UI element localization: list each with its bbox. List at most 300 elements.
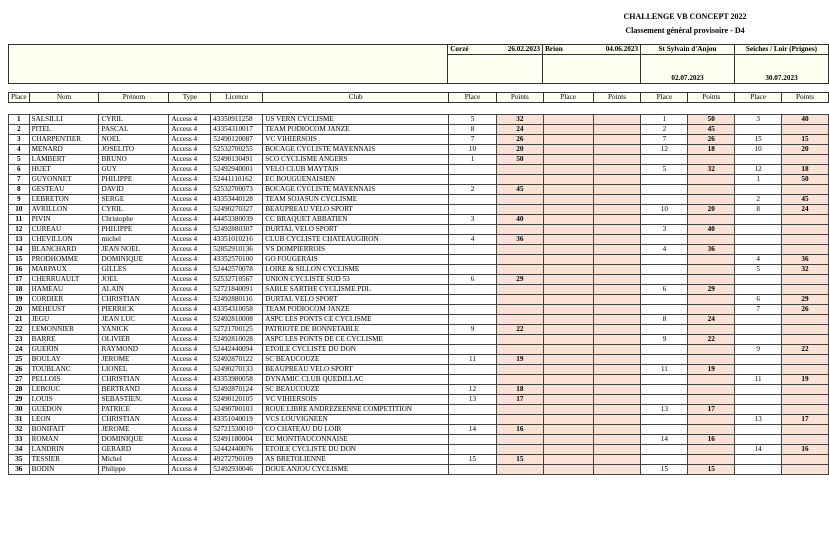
last-name-cell: LAMBERT [29,155,99,165]
last-name-cell: SALSILLI [29,115,99,125]
last-name-cell: CHERRUAULT [29,275,99,285]
licence-cell: 52490270133 [211,365,263,375]
event-4-points-cell [782,335,829,345]
last-name-cell: LEBRETON [29,195,99,205]
event-1-place-cell [449,305,497,315]
event-3-place-cell: 2 [641,125,688,135]
first-name-cell: OLIVIER [99,335,169,345]
event-2-points-cell [593,175,641,185]
event-1-points-cell [496,265,543,275]
event-4-points-cell: 18 [782,165,829,175]
col-e3-place: Place [641,93,688,103]
rank-cell: 31 [9,415,30,425]
licence-cell: 43354310017 [211,125,263,135]
last-name-cell: JEGU [29,315,99,325]
first-name-cell: DOMINIQUE [99,435,169,445]
event-1-place-cell: 10 [449,145,497,155]
event-2-points-cell [593,395,641,405]
last-name-cell: CUREAU [29,225,99,235]
event-1-points-cell [496,205,543,215]
licence-cell: 52721530010 [211,425,263,435]
event-3-points-cell [688,395,735,405]
event-4-place-cell: 10 [735,145,782,155]
event-3-place-cell: 13 [641,405,688,415]
rank-cell: 35 [9,455,30,465]
licence-cell: 52490120087 [211,135,263,145]
table-row [9,235,829,245]
event-4-place-cell [735,355,782,365]
event-3-points-cell [688,275,735,285]
event-1-place-cell: 12 [449,385,497,395]
event-3-place-cell: 4 [641,245,688,255]
event-2-points-cell [593,325,641,335]
event-2-points-cell [593,295,641,305]
events-header [8,44,829,84]
licence-cell: 52492880307 [211,225,263,235]
club-cell: US VERN CYCLISME [263,115,449,125]
event-2-place-cell [543,455,593,465]
event-2-place-cell [543,265,593,275]
table-row [9,365,829,375]
event-3-points-cell [688,455,735,465]
event-3-place-cell [641,325,688,335]
rank-cell: 5 [9,155,30,165]
licence-cell: 52721700125 [211,325,263,335]
event-3-points-cell [688,265,735,275]
licence-cell: 52490780103 [211,405,263,415]
event-2-place-cell [543,115,593,125]
rank-cell: 24 [9,345,30,355]
licence-cell: 52442570078 [211,265,263,275]
first-name-cell: michel [99,235,169,245]
rank-cell: 2 [9,125,30,135]
table-row [9,175,829,185]
event-2-points-cell [593,265,641,275]
event-4-points-cell [782,235,829,245]
event-1-place-cell: 4 [449,235,497,245]
page-subtitle: Classement général provisoire - D4 [625,26,745,35]
event-4-points-cell: 32 [782,265,829,275]
event-1-points-cell [496,335,543,345]
licence-cell: 43353980058 [211,375,263,385]
event-1-points-cell [496,435,543,445]
first-name-cell: YANICK [99,325,169,335]
event-3-points-cell [688,355,735,365]
club-cell: VELO CLUB MAYTAIS [263,165,449,175]
first-name-cell: Philippe [99,465,169,475]
column-header-row [9,93,829,103]
first-name-cell: CHRISTIAN [99,415,169,425]
event-1-points-cell [496,465,543,475]
event-4-points-cell [782,465,829,475]
event-3-points-cell: 36 [688,245,735,255]
rank-cell: 18 [9,285,30,295]
last-name-cell: ROMAN [29,435,99,445]
event-2-place-cell [543,225,593,235]
event-1-place-cell: 5 [449,115,497,125]
last-name-cell: GUYONNET [29,175,99,185]
type-cell: Access 4 [169,225,211,235]
event-1-points-cell [496,315,543,325]
event-2-points-cell [593,405,641,415]
last-name-cell: BONIFAIT [29,425,99,435]
rank-cell: 34 [9,445,30,455]
type-cell: Access 4 [169,235,211,245]
type-cell: Access 4 [169,125,211,135]
event-3-points-cell [688,415,735,425]
table-row [9,305,829,315]
event-2-points-cell [593,165,641,175]
event-4-place-cell [735,125,782,135]
event-3-place-cell: 10 [641,205,688,215]
table-row [9,465,829,475]
licence-cell: 43351010216 [211,235,263,245]
event-4-points-cell: 20 [782,145,829,155]
col-e3-points: Points [688,93,735,103]
type-cell: Access 4 [169,265,211,275]
rank-cell: 12 [9,225,30,235]
type-cell: Access 4 [169,215,211,225]
event-3-points-cell: 29 [688,285,735,295]
event-4-points-cell: 24 [782,205,829,215]
event-3-place-cell: 8 [641,315,688,325]
event-3-points-cell: 17 [688,405,735,415]
event-1-place-cell [449,245,497,255]
event-1-place-cell [449,285,497,295]
event-1-points-cell [496,415,543,425]
ranking-table-wrap [8,92,829,475]
event-4-points-cell [782,155,829,165]
licence-cell: 43351040019 [211,415,263,425]
event-4-name: Seiches / Loir (Prignes) [734,45,828,55]
event-4-place-cell: 2 [735,195,782,205]
event-1-points-cell [496,165,543,175]
event-2-place-cell [543,435,593,445]
event-2-place-cell [543,275,593,285]
event-4-points-cell: 45 [782,195,829,205]
licence-cell: 52442440076 [211,445,263,455]
event-4-place-cell: 5 [735,265,782,275]
last-name-cell: PELLOIS [29,375,99,385]
table-row [9,415,829,425]
event-1-points-cell: 29 [496,275,543,285]
type-cell: Access 4 [169,325,211,335]
first-name-cell: CYRIL [99,205,169,215]
events-table [8,44,829,84]
event-2-points-cell [593,235,641,245]
event-4-place-cell [735,215,782,225]
event-4-points-cell: 22 [782,345,829,355]
event-4-place-cell: 4 [735,255,782,265]
event-2-points-cell [593,155,641,165]
event-2-place-cell [543,205,593,215]
last-name-cell: BOULAY [29,355,99,365]
col-prenom: Prénom [99,93,169,103]
event-2-place-cell [543,355,593,365]
event-1-points-cell: 26 [496,135,543,145]
rank-cell: 17 [9,275,30,285]
event-1-place-cell [449,465,497,475]
type-cell: Access 4 [169,155,211,165]
event-3-place-cell [641,345,688,355]
event-4-place-cell [735,185,782,195]
rank-cell: 13 [9,235,30,245]
licence-cell: 52492810028 [211,335,263,345]
licence-cell: 43352570100 [211,255,263,265]
event-1-place-cell: 7 [449,135,497,145]
club-cell: EC BOUGUENAISIEN [263,175,449,185]
event-3-place-cell [641,375,688,385]
event-2-points-cell [593,455,641,465]
event-2-place-cell [543,215,593,225]
rank-cell: 28 [9,385,30,395]
table-row [9,345,829,355]
event-3-points-cell [688,345,735,355]
event-2-name: Brion [543,45,593,55]
event-2-points-cell [593,425,641,435]
event-4-place-cell [735,315,782,325]
event-3-points-cell [688,185,735,195]
rank-cell: 20 [9,305,30,315]
event-2-place-cell [543,195,593,205]
type-cell: Access 4 [169,465,211,475]
event-1-points-cell [496,305,543,315]
table-row [9,245,829,255]
first-name-cell: RAYMOND [99,345,169,355]
first-name-cell: CHRISTIAN [99,295,169,305]
first-name-cell: PATRICE [99,405,169,415]
last-name-cell: GUEDON [29,405,99,415]
event-3-points-cell: 16 [688,435,735,445]
rank-cell: 33 [9,435,30,445]
club-cell: UNION CYCLISTE SUD 53 [263,275,449,285]
rank-cell: 36 [9,465,30,475]
event-3-date: 02.07.2023 [641,74,735,84]
licence-cell: 52492810008 [211,315,263,325]
first-name-cell: JEAN LUC [99,315,169,325]
event-3-points-cell: 40 [688,225,735,235]
first-name-cell: JOSELITO [99,145,169,155]
event-3-name: St Sylvain d'Anjou [641,45,735,55]
event-1-points-cell [496,245,543,255]
rank-cell: 19 [9,295,30,305]
table-row [9,265,829,275]
table-row [9,435,829,445]
event-4-place-cell [735,435,782,445]
rank-cell: 6 [9,165,30,175]
event-4-place-cell [735,465,782,475]
col-e4-points: Points [782,93,829,103]
club-cell: TEAM SOJASUN CYCLISME [263,195,449,205]
event-2-points-cell [593,445,641,455]
event-2-points-cell [593,385,641,395]
event-3-points-cell: 18 [688,145,735,155]
club-cell: VCS LOUVIGNEEN [263,415,449,425]
first-name-cell: PASCAL [99,125,169,135]
event-1-points-cell: 45 [496,185,543,195]
event-3-place-cell [641,425,688,435]
event-1-place-cell [449,165,497,175]
first-name-cell: JEAN NOEL [99,245,169,255]
table-row [9,315,829,325]
event-3-points-cell [688,195,735,205]
event-2-points-cell [593,185,641,195]
last-name-cell: CORDIER [29,295,99,305]
event-3-points-cell: 50 [688,115,735,125]
club-cell: DOUE ANJOU CYCLISME [263,465,449,475]
event-1-points-cell [496,295,543,305]
event-3-points-cell [688,445,735,455]
event-2-place-cell [543,445,593,455]
spacer-row [9,103,829,115]
event-4-points-cell [782,285,829,295]
table-row [9,375,829,385]
last-name-cell: PIVIN [29,215,99,225]
event-2-points-cell [593,315,641,325]
event-2-place-cell [543,365,593,375]
event-2-date: 04.06.2023 [593,45,641,55]
table-row [9,425,829,435]
event-1-points-cell [496,225,543,235]
event-2-place-cell [543,245,593,255]
col-type: Type [169,93,211,103]
event-1-place-cell: 3 [449,215,497,225]
club-cell: GO FOUGERAIS [263,255,449,265]
event-4-points-cell [782,315,829,325]
event-3-points-cell: 15 [688,465,735,475]
event-4-place-cell [735,365,782,375]
event-1-place-cell [449,365,497,375]
event-2-place-cell [543,305,593,315]
last-name-cell: HAMEAU [29,285,99,295]
licence-cell: 49272790109 [211,455,263,465]
last-name-cell: BLANCHARD [29,245,99,255]
rank-cell: 27 [9,375,30,385]
event-2-points-cell [593,335,641,345]
event-3-place-cell [641,235,688,245]
event-3-place-cell [641,295,688,305]
type-cell: Access 4 [169,115,211,125]
col-licence: Licence [211,93,263,103]
event-3-points-cell [688,175,735,185]
event-1-points-cell [496,195,543,205]
club-cell: EC MONTFAUCONNAISE [263,435,449,445]
last-name-cell: TOUBLANC [29,365,99,375]
event-4-place-cell [735,155,782,165]
event-3-place-cell: 1 [641,115,688,125]
licence-cell: 52492940001 [211,165,263,175]
event-1-place-cell [449,445,497,455]
type-cell: Access 4 [169,245,211,255]
table-row [9,225,829,235]
rank-cell: 30 [9,405,30,415]
table-row [9,455,829,465]
first-name-cell: PHILIPPE [99,175,169,185]
last-name-cell: CHARPENTIER [29,135,99,145]
event-4-place-cell: 14 [735,445,782,455]
event-4-place-cell [735,455,782,465]
licence-cell: 52492870122 [211,355,263,365]
table-row [9,185,829,195]
event-1-place-cell: 9 [449,325,497,335]
type-cell: Access 4 [169,435,211,445]
type-cell: Access 4 [169,385,211,395]
rank-cell: 10 [9,205,30,215]
event-3-place-cell [641,275,688,285]
table-row [9,335,829,345]
table-row [9,195,829,205]
event-4-points-cell: 29 [782,295,829,305]
event-3-place-cell [641,255,688,265]
event-1-place-cell [449,315,497,325]
event-1-points-cell: 18 [496,385,543,395]
last-name-cell: HUET [29,165,99,175]
last-name-cell: LANDRIN [29,445,99,455]
event-3-place-cell [641,185,688,195]
event-4-place-cell [735,275,782,285]
first-name-cell: Michel [99,455,169,465]
club-cell: DYNAMIC CLUB QUEDILLAC [263,375,449,385]
event-1-place-cell [449,375,497,385]
event-3-place-cell [641,385,688,395]
club-cell: VS DOMPIERROIS [263,245,449,255]
event-4-place-cell [735,285,782,295]
table-row [9,325,829,335]
rank-cell: 8 [9,185,30,195]
first-name-cell: PIERRICK [99,305,169,315]
club-cell: ETOILE CYCLISTE DU DON [263,445,449,455]
club-cell: CLUB CYCLISTE CHATEAUGIRON [263,235,449,245]
event-3-points-cell: 32 [688,165,735,175]
table-row [9,285,829,295]
event-1-points-cell [496,365,543,375]
event-3-place-cell [641,195,688,205]
col-e2-place: Place [543,93,593,103]
first-name-cell: LIONEL [99,365,169,375]
licence-cell: 52721840091 [211,285,263,295]
rank-cell: 25 [9,355,30,365]
event-1-points-cell [496,175,543,185]
col-e1-place: Place [449,93,497,103]
type-cell: Access 4 [169,185,211,195]
type-cell: Access 4 [169,315,211,325]
type-cell: Access 4 [169,165,211,175]
event-1-date: 26.02.2023 [496,45,543,55]
event-3-points-cell [688,215,735,225]
event-1-points-cell: 15 [496,455,543,465]
event-1-place-cell: 13 [449,395,497,405]
first-name-cell: PHILIPPE [99,225,169,235]
event-2-place-cell [543,185,593,195]
event-3-points-cell [688,255,735,265]
page-title: CHALLENGE VB CONCEPT 2022 [623,12,747,21]
event-2-place-cell [543,135,593,145]
rank-cell: 4 [9,145,30,155]
rank-cell: 11 [9,215,30,225]
event-3-points-cell: 24 [688,315,735,325]
event-2-points-cell [593,355,641,365]
type-cell: Access 4 [169,405,211,415]
event-2-points-cell [593,345,641,355]
ranking-table [8,92,829,475]
first-name-cell: JOEL [99,275,169,285]
event-4-place-cell: 8 [735,205,782,215]
event-3-place-cell [641,175,688,185]
club-cell: CO CHATEAU DU LOIR [263,425,449,435]
event-2-place-cell [543,125,593,135]
club-cell: BEAUPREAU VELO SPORT [263,205,449,215]
event-1-place-cell [449,195,497,205]
